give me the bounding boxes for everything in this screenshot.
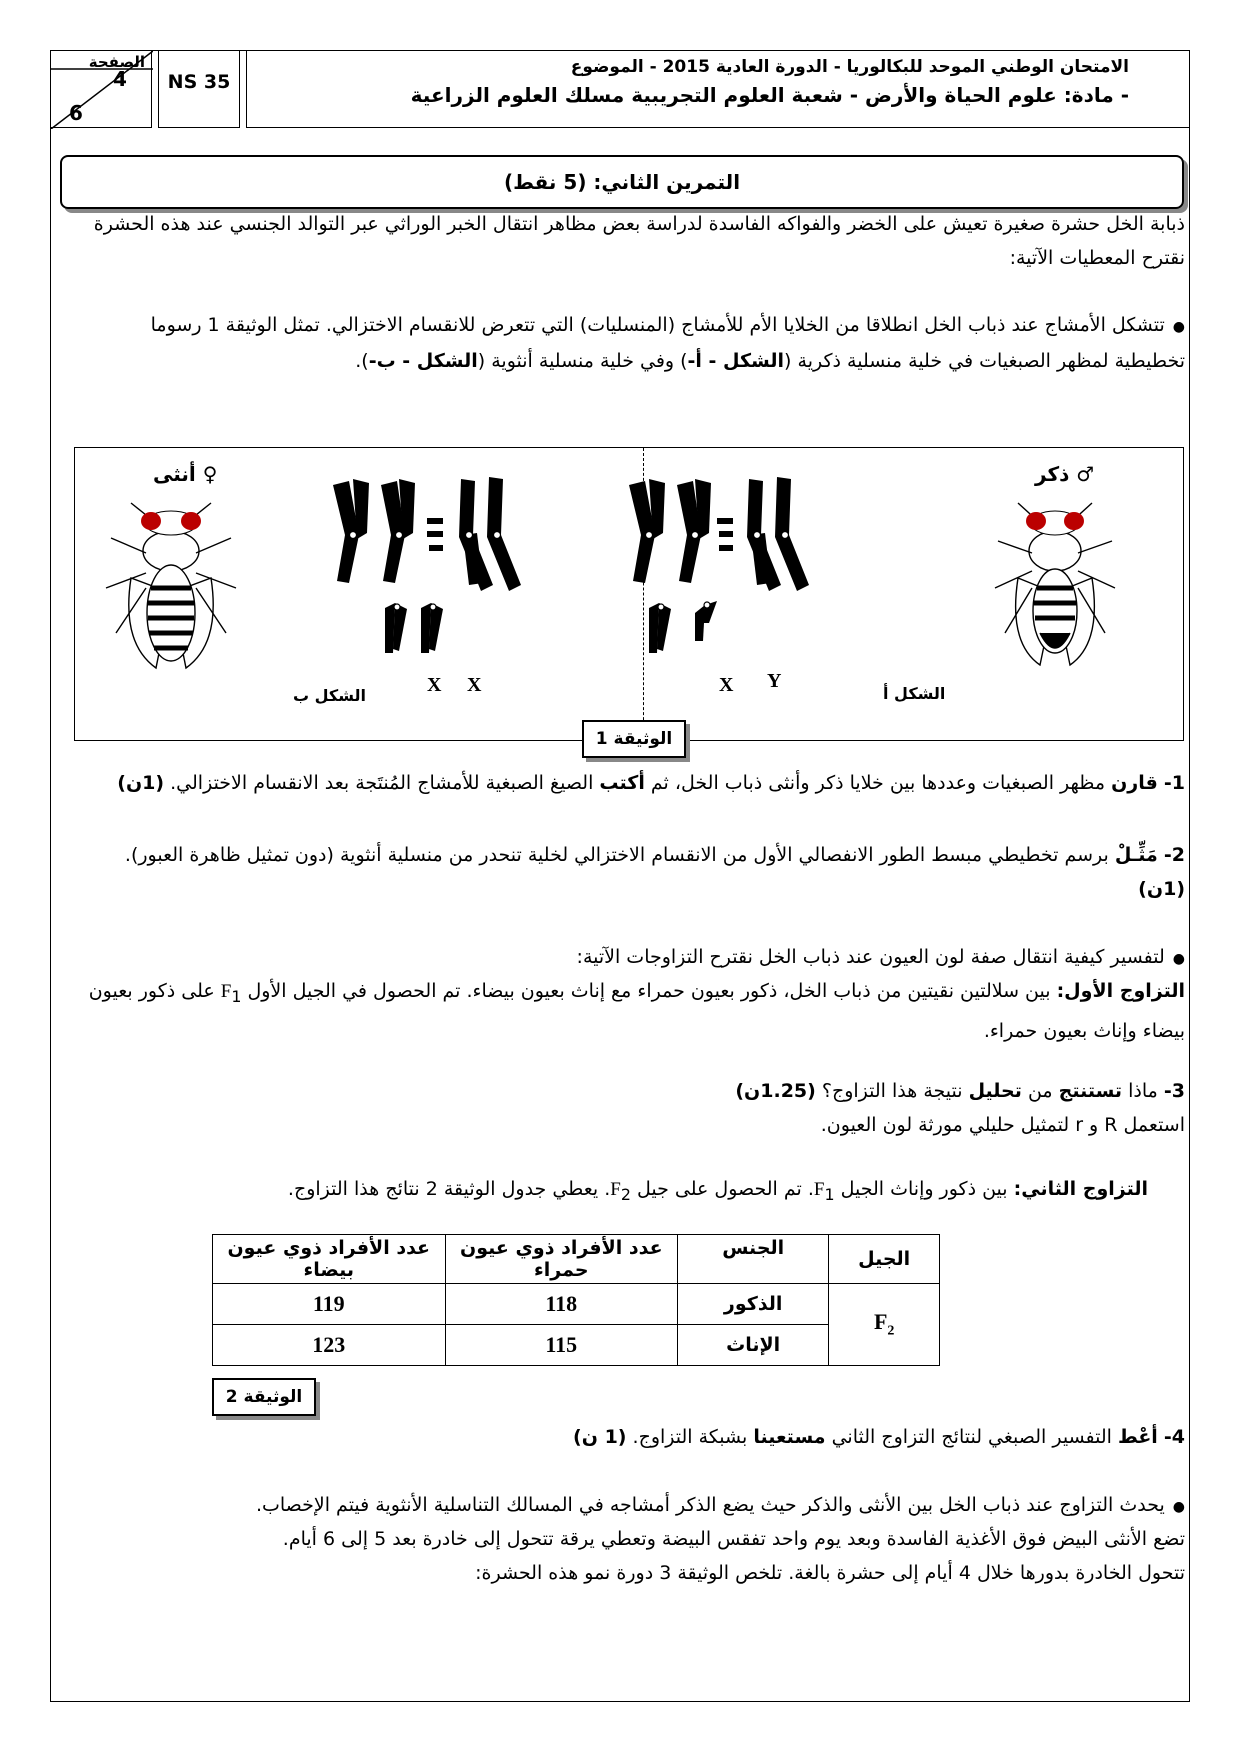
figure-a-label: الشكل أ (883, 684, 946, 703)
header-white-eyes: عدد الأفراد ذوي عيون بيضاء (213, 1235, 446, 1284)
page-number: 4 (113, 67, 127, 91)
question-1: 1- قارن مظهر الصبغيات وعددها بين خلايا ذكر وأنثى ذباب الخل، ثم أكتب الصيغ الصبغية للأمشاج المُنتَجة بعد الانقسام الاختزالي. (1ن) (117, 772, 1185, 794)
female-fly-drawing (101, 493, 241, 678)
exam-code: NS 35 (158, 50, 240, 128)
female-label: أنثى ♀ (153, 462, 218, 486)
male-chromosomes (587, 473, 847, 678)
page-total: 6 (69, 101, 83, 125)
white-count-cell: 119 (213, 1284, 446, 1325)
male-label: ذكر ♂ (1035, 462, 1095, 486)
bullet-1: ●تتشكل الأمشاج عند ذباب الخل انطلاقا من الخلايا الأم للأمشاج (المنسليات) التي تتعرض للانقسام الاختزالي. تمثل الوثيقة 1 رسوما تخطيطية لمظهر الصبغيات في خلية منسلية ذكرية (الشكل - أ-) وفي خلية منسلية أنثوية (الشكل - ب-). (150, 314, 1185, 372)
bullet-icon: ● (1172, 1499, 1185, 1515)
page-number-box (50, 50, 152, 128)
white-count-cell: 123 (213, 1325, 446, 1366)
exam-header-line2: - مادة: علوم الحياة والأرض - شعبة العلوم التجريبية مسلك العلوم الزراعية (410, 83, 1129, 107)
exercise-title: التمرين الثاني: (5 نقط) (60, 155, 1184, 209)
female-x2: X (467, 674, 482, 696)
question-3-note: استعمل R و r لتمثيل حليلي مورثة لون العيون. (820, 1114, 1185, 1136)
question-3: 3- ماذا تستنتج من تحليل نتيجة هذا التزاوج؟ (1.25ن) (735, 1080, 1185, 1102)
header-red-eyes: عدد الأفراد ذوي عيون حمراء (445, 1235, 678, 1284)
results-table (212, 1234, 940, 1366)
cross-1: التزاوج الأول: بين سلالتين نقيتين من ذباب الخل، ذكور بعيون حمراء مع إناث بعيون بيضاء. تم الحصول في الجيل الأول $F_1$ على ذكور بعيون بيضاء وإناث بعيون حمراء. (88, 980, 1185, 1042)
bullet-3-line-1: ●يحدث التزاوج عند ذباب الخل بين الأنثى والذكر حيث يضع الذكر أمشاجه في المسالك التناسلية الأنثوية فيتم الإخصاب. (255, 1494, 1185, 1516)
bullet-icon: ● (1172, 319, 1185, 335)
sex-cell: الإناث (678, 1325, 829, 1366)
document-1-figure (74, 447, 1184, 741)
figure-b-label: الشكل ب (293, 686, 367, 705)
cross-2: التزاوج الثاني: بين ذكور وإناث الجيل $F_1$. تم الحصول على جيل $F_2$. يعطي جدول الوثيقة 2 نتائج هذا التزاوج. (287, 1178, 1148, 1204)
question-2: 2- مَثِّـلْ برسم تخطيطي مبسط الطور الانفصالي الأول من الانقسام الاختزالي لخلية تنحدر من منسلية أنثوية (دون تمثيل ظاهرة العبور). (1ن) (124, 844, 1185, 900)
bullet-icon: ● (1172, 951, 1185, 967)
exam-header (246, 50, 1190, 128)
female-chromosomes (323, 473, 563, 678)
page-label: الصفحة (88, 53, 145, 71)
sex-cell: الذكور (678, 1284, 829, 1325)
red-count-cell: 115 (445, 1325, 678, 1366)
document-1-label: الوثيقة 1 (582, 720, 686, 758)
male-x: X (719, 674, 734, 696)
generation-cell: $F_2$ (829, 1284, 940, 1366)
bullet-2: ●لتفسير كيفية انتقال صفة لون العيون عند ذباب الخل نقترح التزاوجات الآتية: (576, 946, 1185, 968)
female-x1: X (427, 674, 442, 696)
header-sex: الجنس (678, 1235, 829, 1284)
bullet-3-line-2: تضع الأنثى البيض فوق الأغذية الفاسدة وبعد يوم واحد تفقس البيضة وتعطي يرقة تتحول إلى خادرة بعد 5 إلى 6 أيام. (282, 1528, 1185, 1550)
document-2-label: الوثيقة 2 (212, 1378, 316, 1416)
intro-paragraph: ذبابة الخل حشرة صغيرة تعيش على الخضر والفواكه الفاسدة لدراسة بعض مظاهر انتقال الخبر الوراثي عبر التوالد الجنسي عند هذه الحشرة نقترح المعطيات الآتية: (93, 213, 1185, 269)
red-count-cell: 118 (445, 1284, 678, 1325)
header-generation: الجيل (829, 1235, 940, 1284)
male-y: Y (767, 670, 782, 692)
table-row (213, 1284, 940, 1325)
bullet-3-line-3: تتحول الخادرة بدورها خلال 4 أيام إلى حشرة بالغة. تلخص الوثيقة 3 دورة نمو هذه الحشرة: (475, 1562, 1185, 1584)
exam-header-line1: الامتحان الوطني الموحد للبكالوريا - الدورة العادية 2015 - الموضوع (570, 57, 1129, 77)
male-fly-drawing (990, 493, 1120, 678)
question-4: 4- أعْط التفسير الصبغي لنتائج التزاوج الثاني مستعينا بشبكة التزاوج. (1 ن) (573, 1426, 1185, 1448)
